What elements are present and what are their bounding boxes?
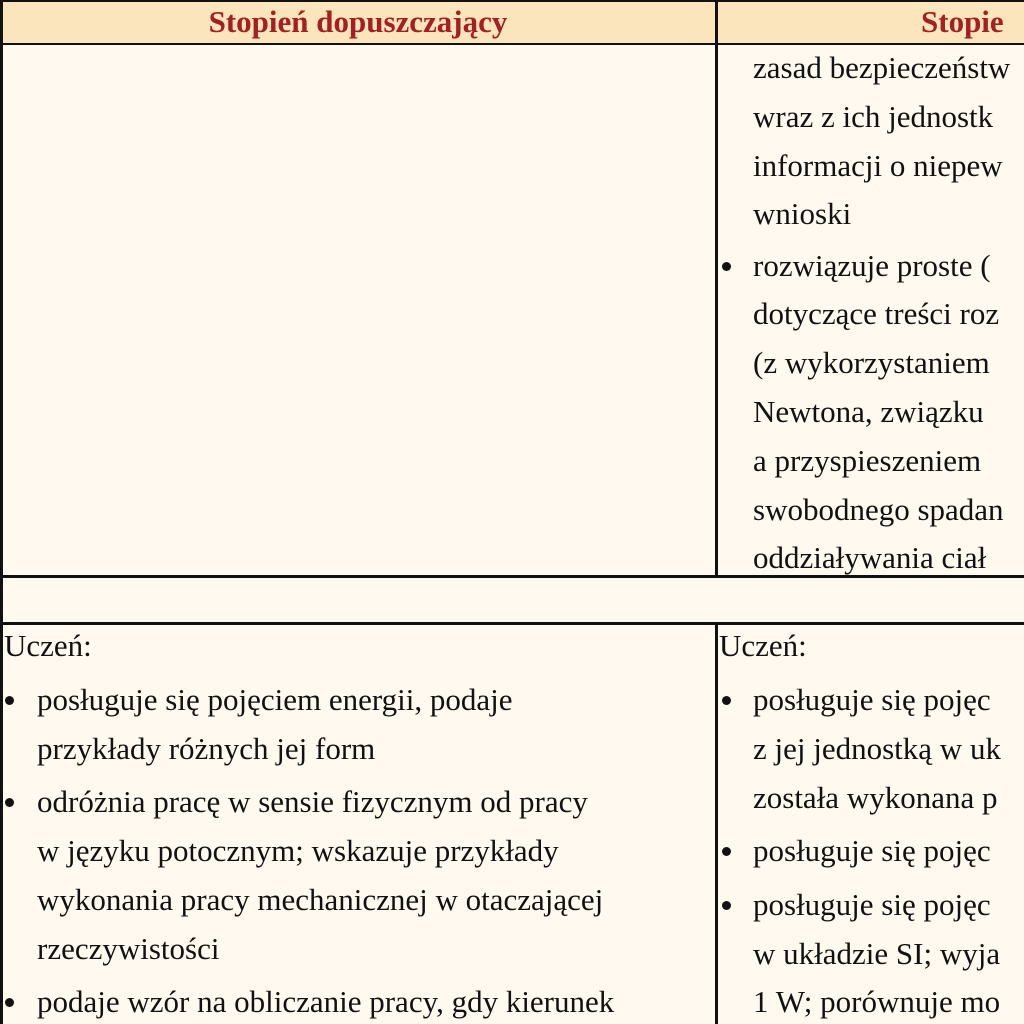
list-item-continuation: wykonania pracy mechanicznej w otaczającej [37, 882, 604, 917]
cell-bottom-right [718, 625, 1024, 1024]
list-item-continuation: (z wykorzystaniem [753, 345, 990, 380]
list-item-continuation: wnioski [753, 196, 852, 231]
bullet-icon [5, 798, 14, 807]
list-item-continuation: dotyczące treści roz [753, 296, 1000, 331]
list-item-continuation: oddziaływania ciał [753, 540, 987, 575]
column-header-dopuszczajacy: Stopień dopuszczający [208, 4, 508, 39]
list-item-continuation: swobodnego spadan [753, 492, 1004, 527]
table-border-top [0, 0, 1024, 2]
list-item: posługuje się pojęc [753, 833, 991, 868]
list-item: posługuje się pojęc [753, 887, 991, 922]
list-item: posługuje się pojęciem energii, podaje [37, 682, 513, 717]
bullet-icon [722, 847, 731, 856]
list-item: podaje wzór na obliczanie pracy, gdy kierunek [37, 984, 615, 1019]
intro-label: Uczeń: [4, 628, 92, 663]
list-item-continuation: a przyspieszeniem [753, 443, 982, 478]
list-item-continuation: 1 W; porównuje mo [753, 984, 1001, 1019]
bullet-icon [722, 696, 731, 705]
section-header-row-empty [3, 578, 1024, 622]
cell-bottom-left [3, 625, 715, 1024]
list-item-continuation: zasad bezpieczeństw [753, 50, 1011, 85]
bullet-icon [5, 998, 14, 1007]
bullet-icon [722, 901, 731, 910]
cell-top-left-empty [3, 45, 715, 575]
cell-top-right [718, 45, 1024, 575]
bullet-icon [722, 262, 731, 271]
list-item-continuation: Newtona, związku [753, 394, 984, 429]
list-item-continuation: rzeczywistości [37, 931, 220, 966]
list-item-continuation: informacji o niepew [753, 148, 1003, 183]
list-item: rozwiązuje proste ( [753, 248, 991, 283]
intro-label: Uczeń: [719, 628, 807, 663]
list-item-continuation: przykłady różnych jej form [37, 731, 376, 766]
list-item: posługuje się pojęc [753, 682, 991, 717]
list-item-continuation: z jej jednostką w uk [753, 731, 1001, 766]
bullet-icon [5, 696, 14, 705]
list-item-continuation: w języku potocznym; wskazuje przykłady [37, 833, 559, 868]
list-item-continuation: wraz z ich jednostk [753, 99, 994, 134]
list-item-continuation: została wykonana p [753, 780, 998, 815]
list-item-continuation: w układzie SI; wyja [753, 936, 1001, 971]
list-item: odróżnia pracę w sensie fizycznym od pracy [37, 784, 588, 819]
column-header-next: Stopie [921, 4, 1004, 39]
